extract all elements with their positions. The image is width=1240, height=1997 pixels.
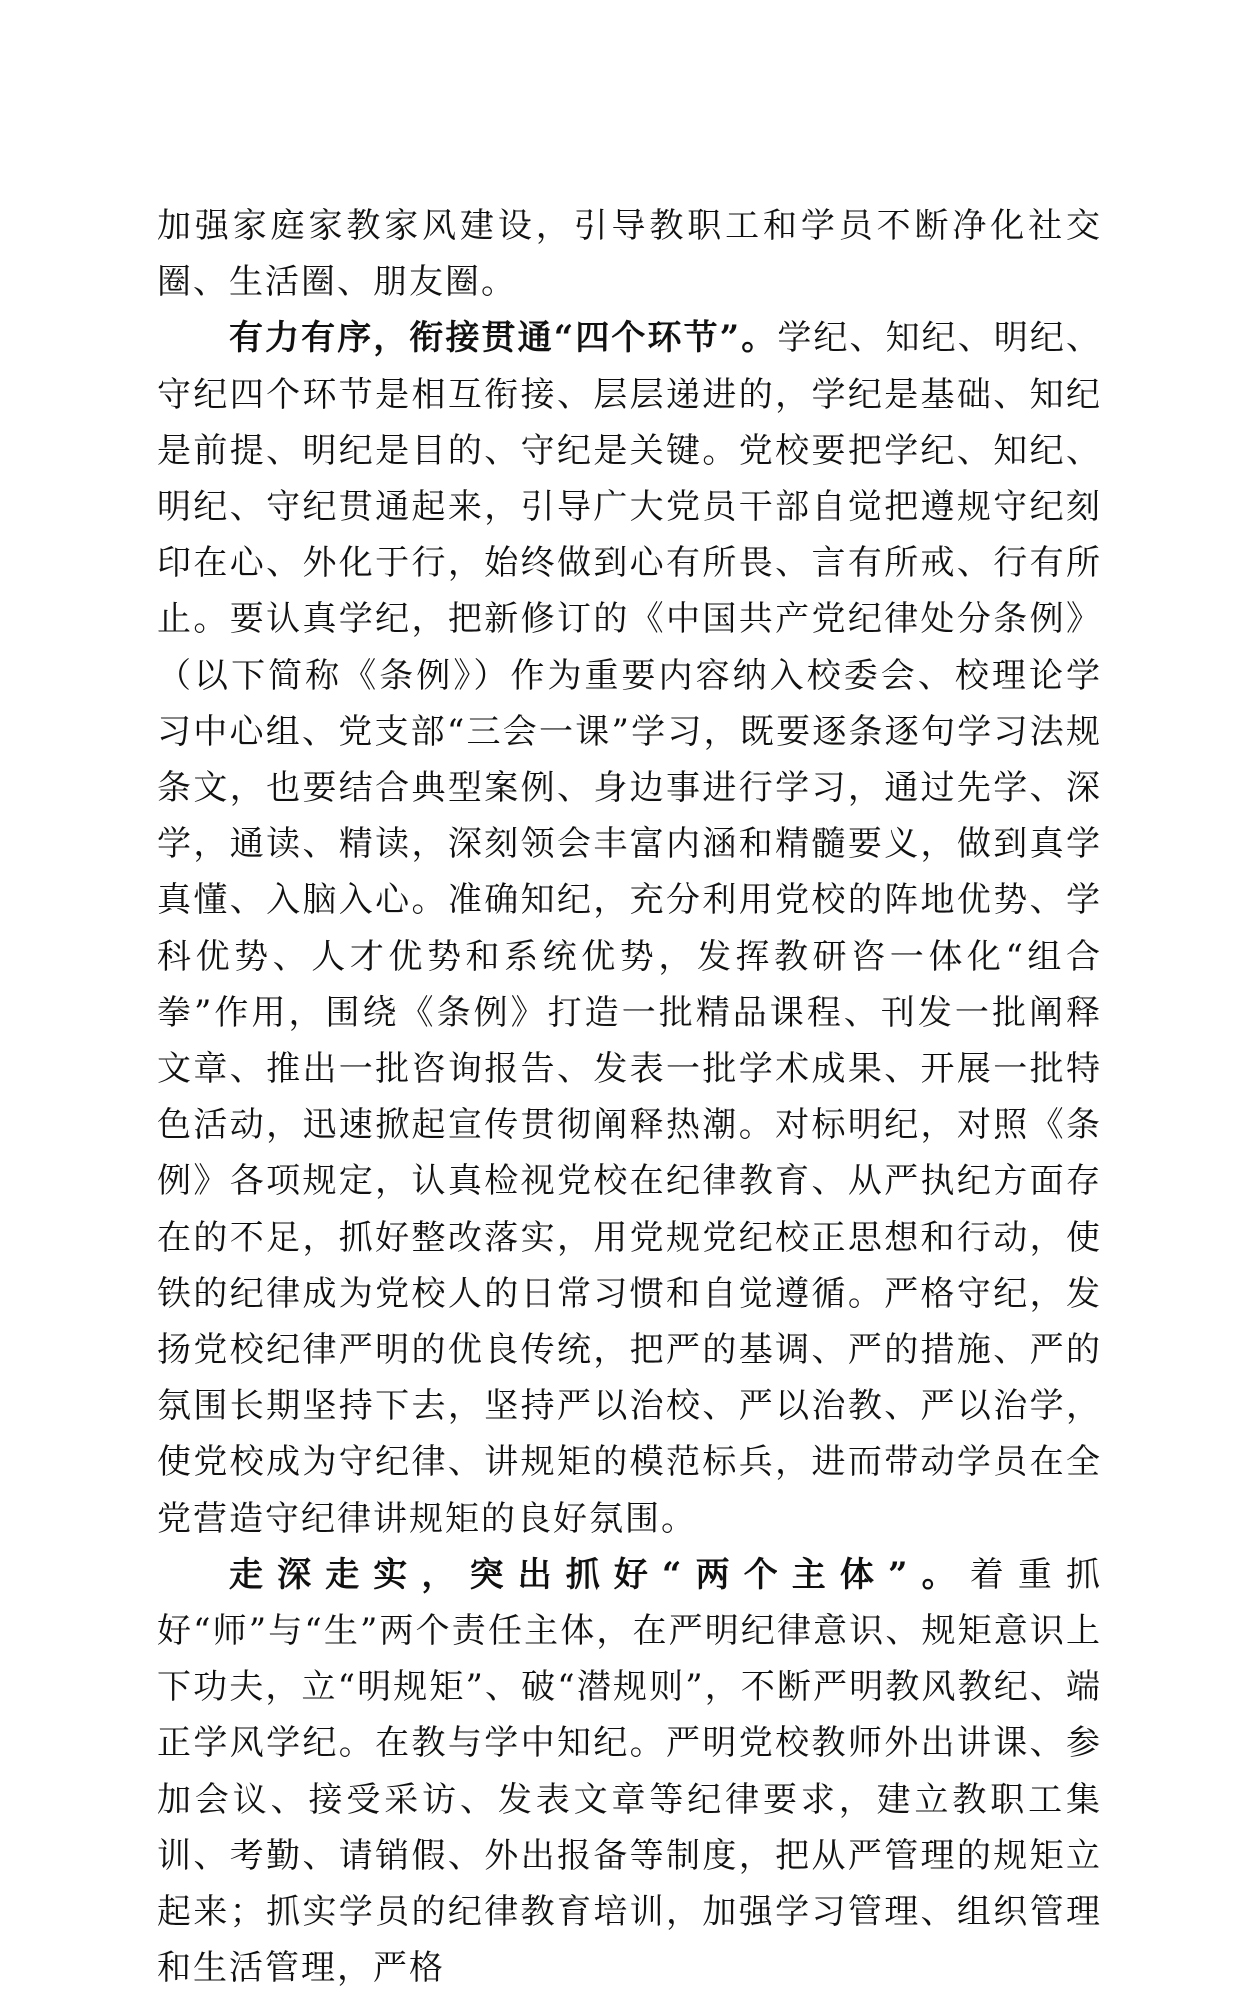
paragraph-two-subjects xyxy=(157,1547,1102,1997)
paragraph-continuation xyxy=(157,198,1102,310)
paragraph-heading: 有力有序，衔接贯通“四个环节”。 xyxy=(229,318,778,359)
body-text xyxy=(157,198,1102,1997)
paragraph-body: 着重抓好“师”与“生”两个责任主体，在严明纪律意识、规矩意识上下功夫，立“明规矩”、破“潜规则”，不断严明教风教纪、端正学风学纪。在教与学中知纪。严明党校教师外出讲课、参加会议、接受采访、发表文章等纪律要求，建立教职工集训、考勤、请销假、外出报备等制度，把从严管理的规矩立起来；抓实学员的纪律教育培训，加强学习管理、组织管理和生活管理，严格 xyxy=(157,1554,1102,1989)
paragraph-body: 学纪、知纪、明纪、守纪四个环节是相互衔接、层层递进的，学纪是基础、知纪是前提、明纪是目的、守纪是关键。党校要把学纪、知纪、明纪、守纪贯通起来，引导广大党员干部自觉把遵规守纪刻印在心、外化于行，始终做到心有所畏、言有所戒、行有所止。要认真学纪，把新修订的《中国共产党纪律处分条例》（以下简称《条例》）作为重要内容纳入校委会、校理论学习中心组、党支部“三会一课”学习，既要逐条逐句学习法规条文，也要结合典型案例、身边事进行学习，通过先学、深学，通读、精读，深刻领会丰富内涵和精髓要义，做到真学真懂、入脑入心。准确知纪，充分利用党校的阵地优势、学科优势、人才优势和系统优势，发挥教研咨一体化“组合拳”作用，围绕《条例》打造一批精品课程、刊发一批阐释文章、推出一批咨询报告、发表一批学术成果、开展一批特色活动，迅速掀起宣传贯彻阐释热潮。对标明纪，对照《条例》各项规定，认真检视党校在纪律教育、从严执纪方面存在的不足，抓好整改落实，用党规党纪校正思想和行动，使铁的纪律成为党校人的日常习惯和自觉遵循。严格守纪，发扬党校纪律严明的优良传统，把严的基调、严的措施、严的氛围长期坚持下去，坚持严以治校、严以治教、严以治学，使党校成为守纪律、讲规矩的模范标兵，进而带动学员在全党营造守纪律讲规矩的良好氛围。 xyxy=(157,318,1102,1539)
paragraph-body: 加强家庭家教家风建设，引导教职工和学员不断净化社交圈、生活圈、朋友圈。 xyxy=(157,206,1102,303)
paragraph-four-links xyxy=(157,310,1102,1546)
paragraph-heading: 走深走实，突出抓好“两个主体”。 xyxy=(229,1554,970,1595)
